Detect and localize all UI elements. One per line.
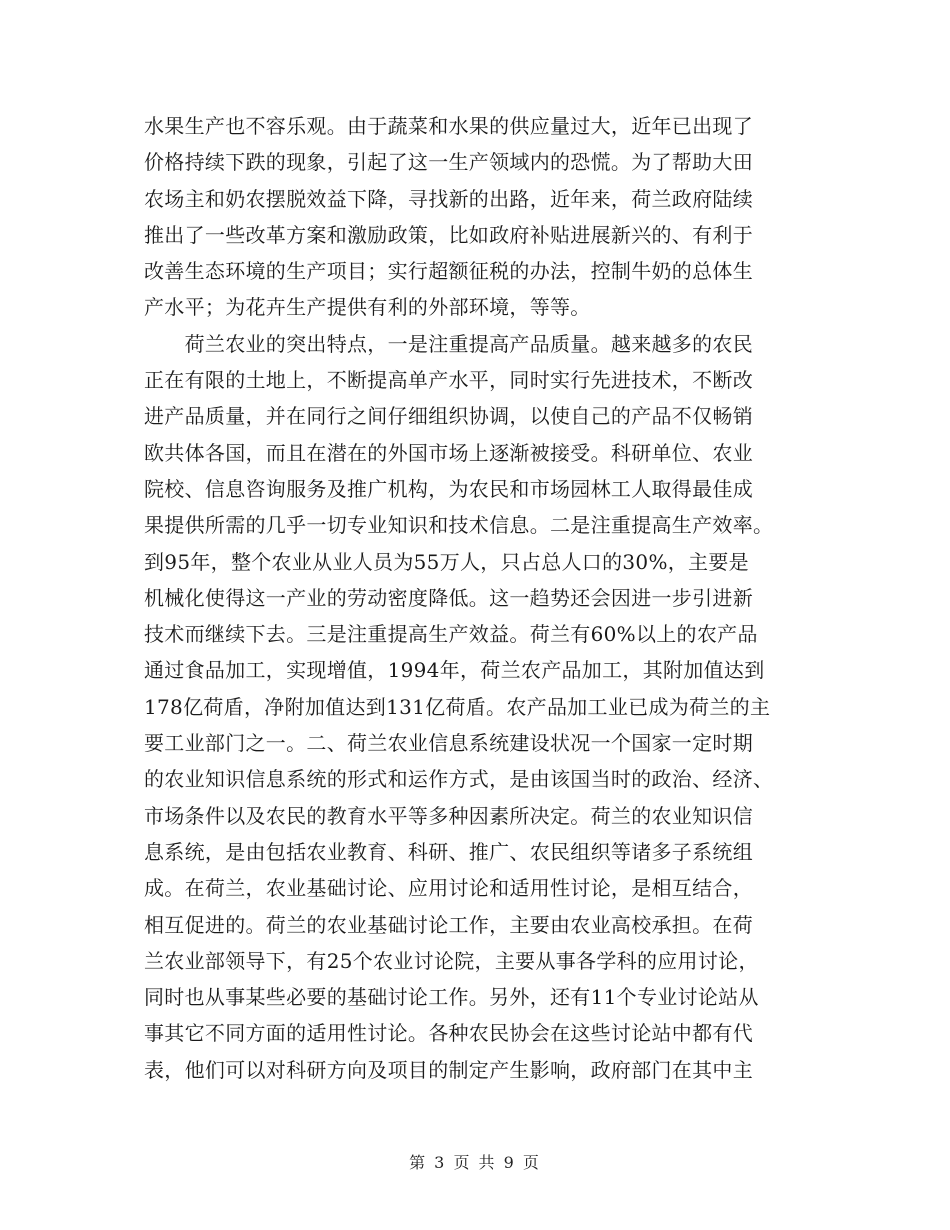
text-line: 的农业知识信息系统的形式和运作方式，是由该国当时的政治、经济、 xyxy=(144,767,774,792)
text-line: 改善生态环境的生产项目；实行超额征税的办法，控制牛奶的总体生 xyxy=(144,259,753,284)
text-line: 欧共体各国，而且在潜在的外国市场上逐渐被接受。科研单位、农业 xyxy=(144,440,753,465)
text-line: 兰农业部领导下，有25个农业讨论院，主要从事各学科的应用讨论， xyxy=(144,948,759,973)
text-line: 成。在荷兰，农业基础讨论、应用讨论和适用性讨论，是相互结合， xyxy=(144,876,753,901)
text-line: 到95年，整个农业从业人员为55万人，只占总人口的30%，主要是 xyxy=(144,549,749,574)
text-line: 荷兰农业的突出特点，一是注重提高产品质量。越来越多的农民 xyxy=(144,331,753,356)
text-line: 产水平；为花卉生产提供有利的外部环境，等等。 xyxy=(144,295,591,320)
text-line: 果提供所需的几乎一切专业知识和技术信息。二是注重提高生产效率。 xyxy=(144,513,774,538)
text-line: 表，他们可以对科研方向及项目的制定产生影响，政府部门在其中主 xyxy=(144,1057,753,1082)
text-line: 相互促进的。荷兰的农业基础讨论工作，主要由农业高校承担。在荷 xyxy=(144,912,753,937)
text-line: 农场主和奶农摆脱效益下降，寻找新的出路，近年来，荷兰政府陆续 xyxy=(144,186,753,211)
text-line: 正在有限的土地上，不断提高单产水平，同时实行先进技术，不断改 xyxy=(144,368,753,393)
text-line: 事其它不同方面的适用性讨论。各种农民协会在这些讨论站中都有代 xyxy=(144,1021,753,1046)
text-line: 水果生产也不容乐观。由于蔬菜和水果的供应量过大，近年已出现了 xyxy=(144,114,753,138)
text-line: 技术而继续下去。三是注重提高生产效益。荷兰有60%以上的农产品 xyxy=(144,622,758,647)
text-line: 同时也从事某些必要的基础讨论工作。另外，还有11个专业讨论站从 xyxy=(144,985,759,1010)
text-line: 价格持续下跌的现象，引起了这一生产领域内的恐慌。为了帮助大田 xyxy=(144,150,753,175)
page-number-footer: 第 3 页 共 9 页 xyxy=(409,1153,541,1172)
text-line: 推出了一些改革方案和激励政策，比如政府补贴进展新兴的、有利于 xyxy=(144,222,753,247)
text-line: 178亿荷盾，净附加值达到131亿荷盾。农产品加工业已成为荷兰的主 xyxy=(144,694,771,719)
body-text xyxy=(144,108,812,1088)
text-line: 进产品质量，并在同行之间仔细组织协调，以使自己的产品不仅畅销 xyxy=(144,404,753,429)
text-line: 通过食品加工，实现增值，1994年，荷兰农产品加工，其附加值达到 xyxy=(144,658,765,683)
text-line: 息系统，是由包括农业教育、科研、推广、农民组织等诸多子系统组 xyxy=(144,839,753,864)
text-line: 机械化使得这一产业的劳动密度降低。这一趋势还会因进一步引进新 xyxy=(144,585,753,610)
text-line: 市场条件以及农民的教育水平等多种因素所决定。荷兰的农业知识信 xyxy=(144,803,753,828)
text-line: 院校、信息咨询服务及推广机构，为农民和市场园林工人取得最佳成 xyxy=(144,476,753,501)
text-line: 要工业部门之一。二、荷兰农业信息系统建设状况一个国家一定时期 xyxy=(144,731,753,756)
